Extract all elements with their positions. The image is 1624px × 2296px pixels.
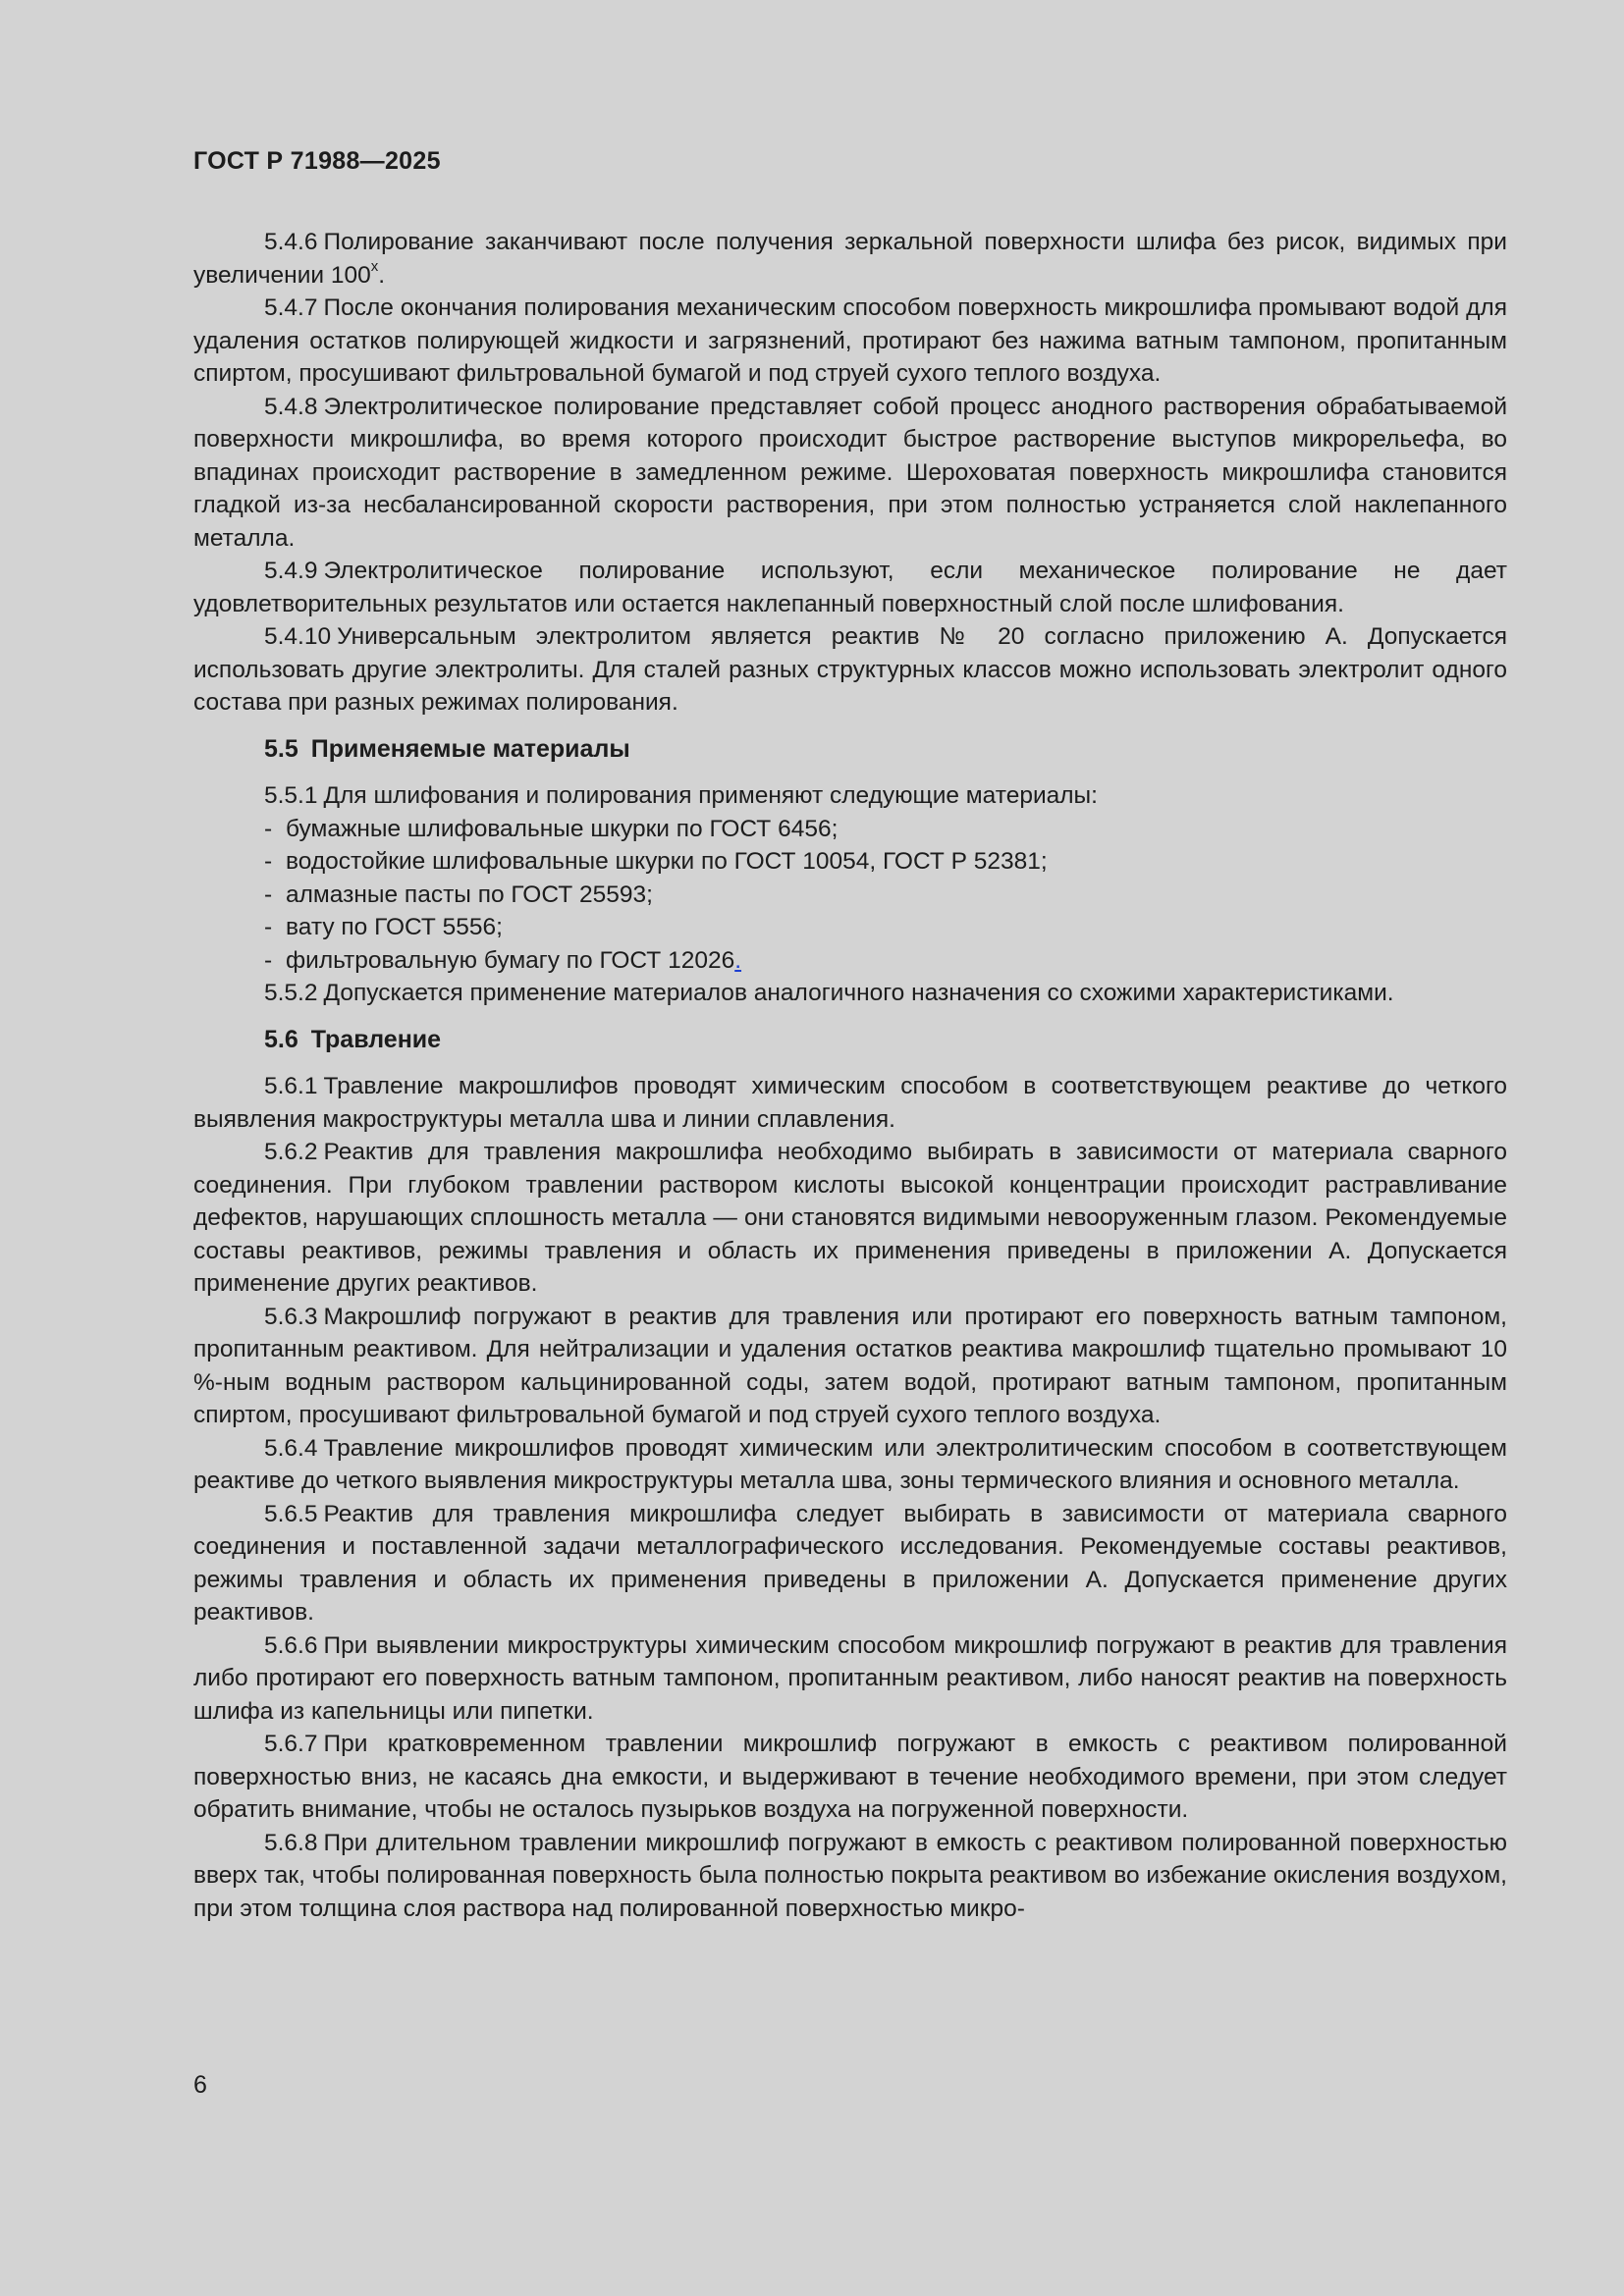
section-title: Травление [310,1025,442,1053]
paragraph-number: 5.4.9 [264,558,318,584]
paragraph-number: 5.6.2 [264,1139,318,1165]
paragraph-number: 5.6.3 [264,1303,318,1330]
paragraph-number: 5.6.5 [264,1500,318,1527]
list-dash: - [264,914,273,940]
list-item-text: алмазные пасты по ГОСТ 25593; [286,881,653,908]
section-number: 5.6 [264,1025,298,1053]
list-dash: - [264,946,273,974]
section-heading-5-5 [264,733,1507,767]
paragraph-number: 5.4.6 [264,229,318,255]
paragraph-5-5-1 [193,779,1507,813]
paragraph-text: Травление макрошлифов проводят химическим способом в соответствующем реактиве до четкого выявления макроструктуры металла шва и линии сплавления. [193,1073,1507,1133]
section-number: 5.5 [264,734,298,763]
paragraph-text: При выявлении микроструктуры химическим способом микрошлиф погружают в реактив для травления либо протирают его поверхность ватным тампоном, пропитанным реактивом, либо наносят реактив на поверхность шлифа из капельницы или пипетки. [193,1631,1507,1725]
paragraph-text: Универсальным электролитом является реактив № 20 согласно приложению А. Допускается использовать другие электролиты. Для сталей разных структурных классов можно использовать электролит одного состава при разных режимах полирования. [193,623,1507,716]
list-dash: - [264,815,273,842]
paragraph-5-6-1 [193,1070,1507,1136]
paragraph-5-4-9 [193,555,1507,620]
paragraph-text: Полирование заканчивают после получения зеркальной поверхности шлифа без рисок, видимых при увеличении 100 [193,229,1507,289]
paragraph-5-4-7 [193,292,1507,391]
paragraph-number: 5.6.7 [264,1731,318,1757]
list-item-text: водостойкие шлифовальные шкурки по ГОСТ 10054, ГОСТ Р 52381; [286,848,1048,875]
list-item [193,911,1507,944]
paragraph-number: 5.6.6 [264,1631,318,1659]
list-dash: - [264,848,273,875]
list-item [193,879,1507,912]
paragraph-text: Электролитическое полирование используют, если механическое полирование не дает удовлетворительных результатов или остается наклепанный поверхностный слой после шлифования. [193,558,1507,617]
paragraph-text: При кратковременном травлении микрошлиф погружают в емкость с реактивом полированной поверхностью вниз, не касаясь дна емкости, и выдерживают в течение необходимого времени, при этом следует обратить внимание, чтобы не осталось пузырьков воздуха на погруженной поверхности. [193,1731,1507,1823]
paragraph-number: 5.6.4 [264,1434,318,1462]
document-designation: ГОСТ Р 71988—2025 [193,147,441,175]
section-title: Применяемые материалы [310,734,630,763]
paragraph-number: 5.6.8 [264,1829,318,1856]
paragraph-5-6-6 [193,1629,1507,1729]
paragraph-tail: . [378,261,386,289]
paragraph-text: Макрошлиф погружают в реактив для травления или протирают его поверхность ватным тампоном, пропитанным реактивом. Для нейтрализации и удаления остатков реактива макрошлиф тщательно промывают 10 %-ным водным раствором кальцинированной соды, затем водой, протирают ватным тампоном, пропитанным спиртом, просушивают фильтровальной бумагой и под струей сухого теплого воздуха. [193,1303,1507,1428]
paragraph-number: 5.4.8 [264,393,318,420]
section-heading-5-6 [264,1024,1507,1057]
paragraph-text: Реактив для травления макрошлифа необходимо выбирать в зависимости от материала сварного соединения. При глубоком травлении раствором кислоты высокой концентрации происходит растравливание дефектов, нарушающих сплошность металла — они становятся видимыми невооруженным глазом. Рекомендуемые составы реактивов, режимы травления и область их применения приведены в приложении А. Допускается применение других реактивов. [193,1139,1507,1297]
paragraph-5-6-3 [193,1301,1507,1432]
paragraph-5-4-10 [193,620,1507,720]
paragraph-text: После окончания полирования механическим способом поверхность микрошлифа промывают водой для удаления остатков полирующей жидкости и загрязнений, протирают без нажима ватным тампоном, пропитанным спиртом, просушивают фильтровальной бумагой и под струей сухого теплого воздуха. [193,294,1507,387]
paragraph-5-6-5 [193,1498,1507,1629]
hyperlink-mark[interactable]: . [734,946,742,974]
paragraph-5-6-8 [193,1827,1507,1926]
paragraph-5-5-2 [193,977,1507,1010]
magnification-superscript: x [370,258,379,276]
paragraph-number: 5.6.1 [264,1073,318,1099]
paragraph-number: 5.4.7 [264,294,318,321]
paragraph-text: Для шлифования и полирования применяют следующие материалы: [323,782,1098,809]
list-item-text: фильтровальную бумагу по ГОСТ 12026 [286,946,735,974]
list-item-text: бумажные шлифовальные шкурки по ГОСТ 6456; [286,815,839,842]
page-number: 6 [193,2071,207,2099]
paragraph-5-6-4 [193,1432,1507,1498]
list-item [193,845,1507,879]
paragraph-5-6-7 [193,1728,1507,1827]
paragraph-text: Допускается применение материалов аналогичного назначения со схожими характеристиками. [323,980,1394,1006]
materials-list [193,813,1507,978]
list-item-text: вату по ГОСТ 5556; [286,914,503,940]
list-item [193,813,1507,846]
list-item [193,944,1507,978]
paragraph-number: 5.5.1 [264,782,318,809]
document-body [193,226,1507,1925]
paragraph-text: Электролитическое полирование представляет собой процесс анодного растворения обрабатываемой поверхности микрошлифа, во время которого происходит быстрое растворение выступов микрорельефа, во впадинах происходит растворение в замедленном режиме. Шероховатая поверхность микрошлифа становится гладкой из-за несбалансированной скорости растворения, при этом полностью устраняется слой наклепанного металла. [193,393,1507,552]
list-dash: - [264,881,273,908]
paragraph-number: 5.5.2 [264,980,318,1006]
paragraph-text: При длительном травлении микрошлиф погружают в емкость с реактивом полированной поверхностью вверх так, чтобы полированная поверхность была полностью покрыта реактивом во избежание окисления воздухом, при этом толщина слоя раствора над полированной поверхностью микро- [193,1829,1507,1922]
paragraph-5-4-6 [193,226,1507,292]
paragraph-5-4-8 [193,391,1507,556]
paragraph-text: Травление микрошлифов проводят химическим или электролитическим способом в соответствующем реактиве до четкого выявления микроструктуры металла шва, зоны термического влияния и основного металла. [193,1434,1507,1494]
paragraph-number: 5.4.10 [264,623,332,650]
paragraph-5-6-2 [193,1136,1507,1301]
paragraph-text: Реактив для травления микрошлифа следует выбирать в зависимости от материала сварного соединения и поставленной задачи металлографического исследования. Рекомендуемые составы реактивов, режимы травления и область их применения приведены в приложении А. Допускается применение других реактивов. [193,1500,1507,1626]
